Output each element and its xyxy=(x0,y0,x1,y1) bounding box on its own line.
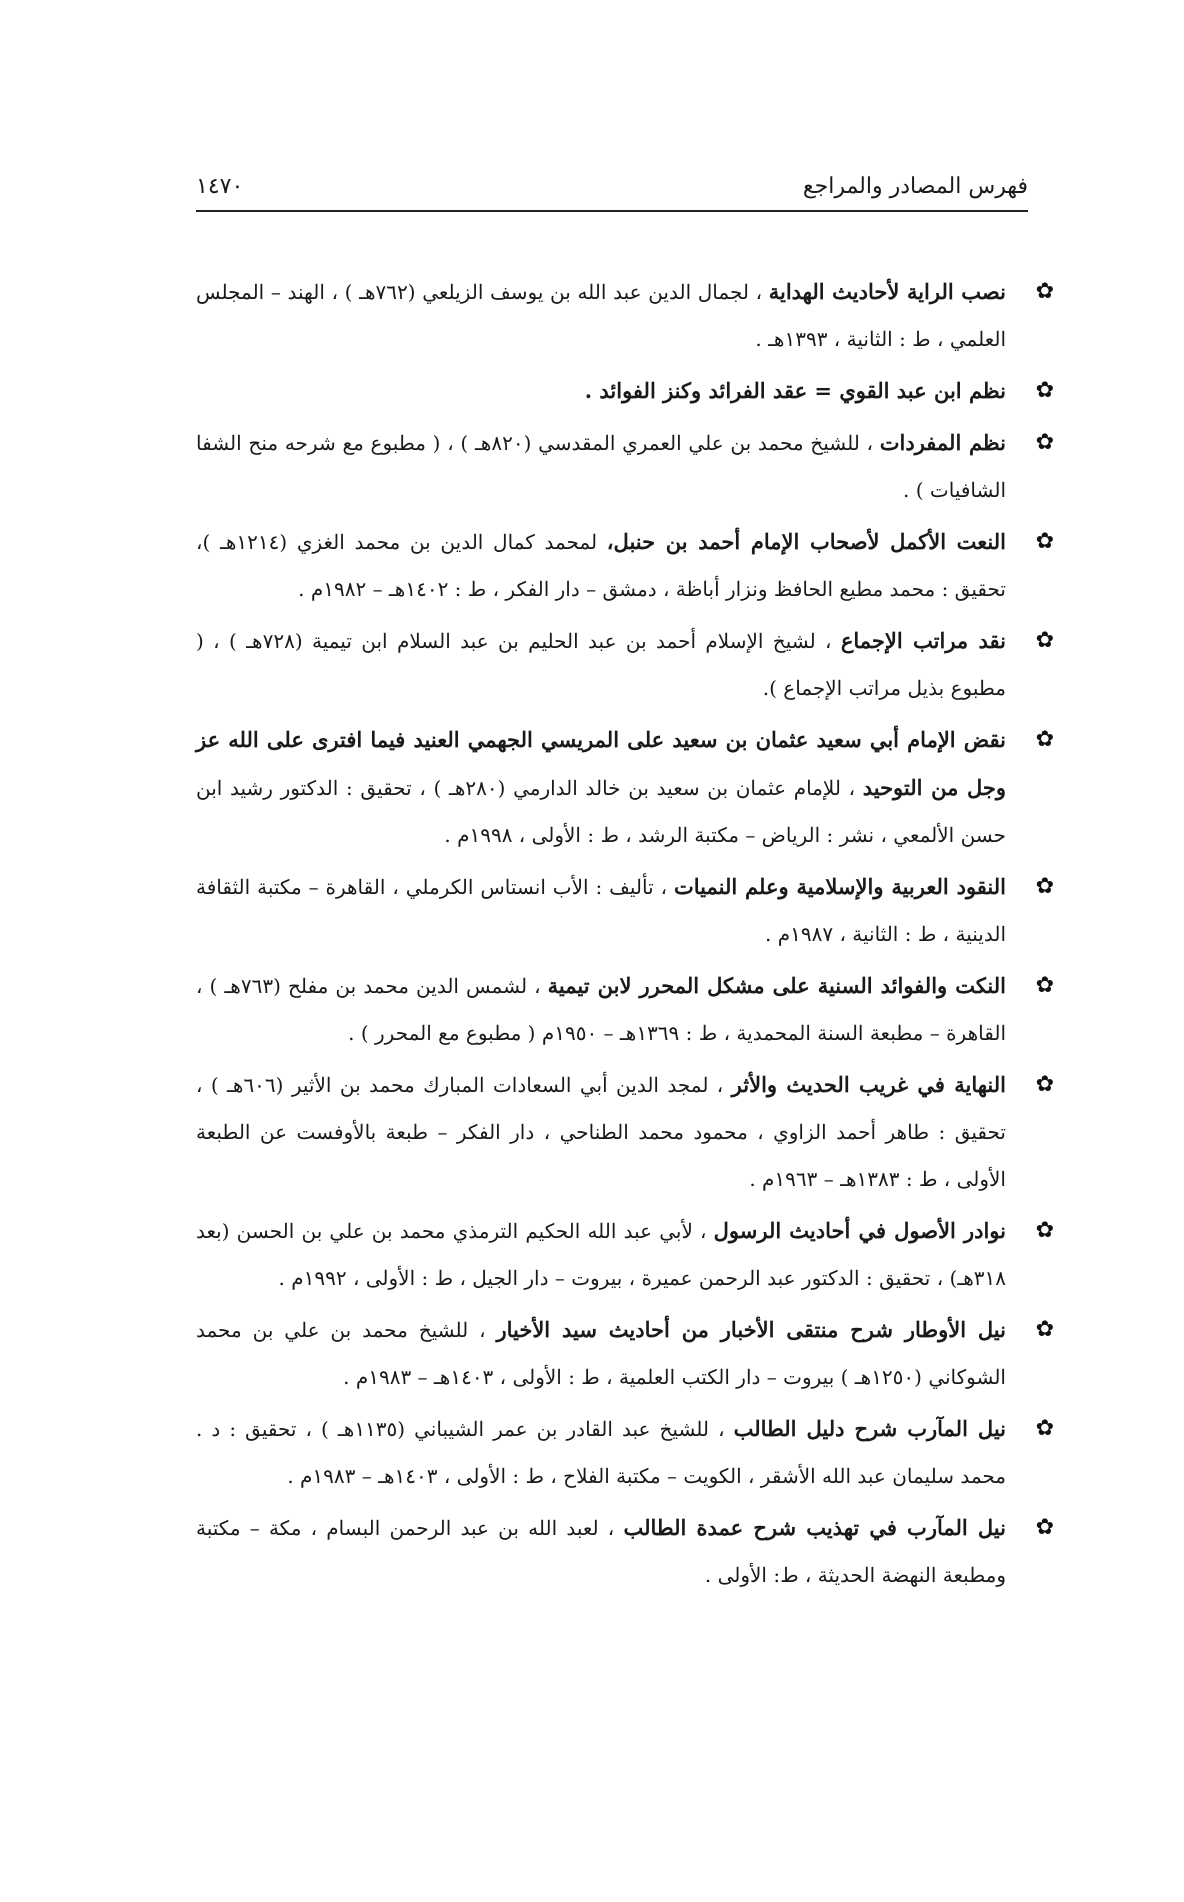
flower-asterisk-icon: ✿ xyxy=(1035,378,1054,403)
bibliography-entry xyxy=(196,1306,1054,1401)
flower-asterisk-icon: ✿ xyxy=(1035,279,1054,304)
flower-asterisk-icon: ✿ xyxy=(1035,874,1054,899)
flower-asterisk-icon: ✿ xyxy=(1035,430,1054,455)
entry-details: ، لأبي عبد الله الحكيم الترمذي محمد بن علي بن الحسن (بعد ٣١٨هـ) ، تحقيق : الدكتور عبد الرحمن عميرة ، بيروت – دار الجيل ، ط : الأولى ، ١٩٩٢م . xyxy=(196,1219,1006,1290)
entry-title: نيل المآرب في تهذيب شرح عمدة الطالب xyxy=(623,1515,1006,1540)
entry-title: نقض الإمام أبي سعيد عثمان بن سعيد على المريسي الجهمي العنيد فيما افترى على الله عز وجل من التوحيد xyxy=(196,727,1006,800)
flower-asterisk-icon: ✿ xyxy=(1035,1218,1054,1243)
entry-details: ، تأليف : الأب انستاس الكرملي ، القاهرة – مكتبة الثقافة الدينية ، ط : الثانية ، ١٩٨٧م . xyxy=(196,875,1006,946)
flower-asterisk-icon: ✿ xyxy=(1035,1416,1054,1441)
header-rule xyxy=(196,210,1028,212)
entry-details: ، لشمس الدين محمد بن مفلح (٧٦٣هـ ) ، القاهرة – مطبعة السنة المحمدية ، ط : ١٣٦٩هـ – ١٩٥٠م ( مطبوع مع المحرر ) . xyxy=(196,974,1006,1045)
bibliography-entry xyxy=(196,716,1054,859)
flower-asterisk-icon: ✿ xyxy=(1035,628,1054,653)
running-title: فهرس المصادر والمراجع xyxy=(802,174,1028,199)
bibliography-entry xyxy=(196,518,1054,613)
bibliography-entry xyxy=(196,863,1054,958)
entry-title: نقد مراتب الإجماع xyxy=(840,628,1006,653)
flower-asterisk-icon: ✿ xyxy=(1035,1317,1054,1342)
bibliography-entry xyxy=(196,419,1054,514)
flower-asterisk-icon: ✿ xyxy=(1035,1072,1054,1097)
entry-details: ، لمجد الدين أبي السعادات المبارك محمد بن الأثير (٦٠٦هـ ) ، تحقيق : طاهر أحمد الزاوي ، محمود محمد الطناحي ، دار الفكر – طبعة بالأوفست عن الطبعة الأولى ، ط : ١٣٨٣هـ – ١٩٦٣م . xyxy=(196,1073,1006,1191)
flower-asterisk-icon: ✿ xyxy=(1035,727,1054,752)
flower-asterisk-icon: ✿ xyxy=(1035,973,1054,998)
page-number: ١٤٧٠ xyxy=(196,174,244,199)
bibliography-entry xyxy=(196,1061,1054,1203)
entry-details: ، للشيخ محمد بن علي العمري المقدسي (٨٢٠هـ ) ، ( مطبوع مع شرحه منح الشفا الشافيات ) . xyxy=(196,431,1006,502)
flower-asterisk-icon: ✿ xyxy=(1035,529,1054,554)
entry-title: نظم المفردات xyxy=(879,430,1007,455)
entry-title: النعت الأكمل لأصحاب الإمام أحمد بن حنبل، xyxy=(606,529,1007,554)
entry-details: ، للشيخ محمد بن علي بن محمد الشوكاني (١٢٥٠هـ ) بيروت – دار الكتب العلمية ، ط : الأولى ، ١٤٠٣هـ – ١٩٨٣م . xyxy=(196,1318,1006,1389)
entry-details: ، لجمال الدين عبد الله بن يوسف الزيلعي (٧٦٢هـ ) ، الهند – المجلس العلمي ، ط : الثانية ، ١٣٩٣هـ . xyxy=(196,280,1006,351)
entry-details: ، للشيخ عبد القادر بن عمر الشيباني (١١٣٥هـ ) ، تحقيق : د . محمد سليمان عبد الله الأشقر ، الكويت – مكتبة الفلاح ، ط : الأولى ، ١٤٠٣هـ – ١٩٨٣م . xyxy=(196,1417,1006,1488)
entry-title: النكت والفوائد السنية على مشكل المحرر لابن تيمية xyxy=(547,973,1007,998)
bibliography-list xyxy=(196,268,1054,1603)
entry-title: نيل المآرب شرح دليل الطالب xyxy=(733,1416,1007,1441)
bibliography-entry xyxy=(196,962,1054,1057)
entry-details: ، لعبد الله بن عبد الرحمن البسام ، مكة – مكتبة ومطبعة النهضة الحديثة ، ط: الأولى . xyxy=(196,1516,1006,1587)
bibliography-entry xyxy=(196,1405,1054,1500)
bibliography-entry xyxy=(196,617,1054,712)
entry-title: نيل الأوطار شرح منتقى الأخبار من أحاديث سيد الأخيار xyxy=(496,1317,1006,1342)
entry-title: النقود العربية والإسلامية وعلم النميات xyxy=(673,874,1006,899)
entry-title: نظم ابن عبد القوي = عقد الفرائد وكنز الفوائد . xyxy=(584,378,1006,403)
bibliography-entry xyxy=(196,268,1054,363)
entry-title: نوادر الأصول في أحاديث الرسول xyxy=(713,1218,1006,1243)
running-head xyxy=(196,170,1028,210)
entry-title: نصب الراية لأحاديث الهداية xyxy=(768,279,1006,304)
entry-title: النهاية في غريب الحديث والأثر xyxy=(731,1072,1006,1097)
bibliography-entry xyxy=(196,1504,1054,1599)
bibliography-entry xyxy=(196,1207,1054,1302)
entry-details: لمحمد كمال الدين بن محمد الغزي (١٢١٤هـ )، تحقيق : محمد مطيع الحافظ ونزار أباظة ، دمشق – دار الفكر ، ط : ١٤٠٢هـ – ١٩٨٢م . xyxy=(196,530,1006,601)
bibliography-entry xyxy=(196,367,1054,415)
entry-details: ، للإمام عثمان بن سعيد بن خالد الدارمي (٢٨٠هـ ) ، تحقيق : الدكتور رشيد ابن حسن الألمعي ، نشر : الرياض – مكتبة الرشد ، ط : الأولى ، ١٩٩٨م . xyxy=(196,776,1006,847)
flower-asterisk-icon: ✿ xyxy=(1035,1515,1054,1540)
entry-details: ، لشيخ الإسلام أحمد بن عبد الحليم بن عبد السلام ابن تيمية (٧٢٨هـ ) ، ( مطبوع بذيل مراتب الإجماع ). xyxy=(196,629,1006,700)
